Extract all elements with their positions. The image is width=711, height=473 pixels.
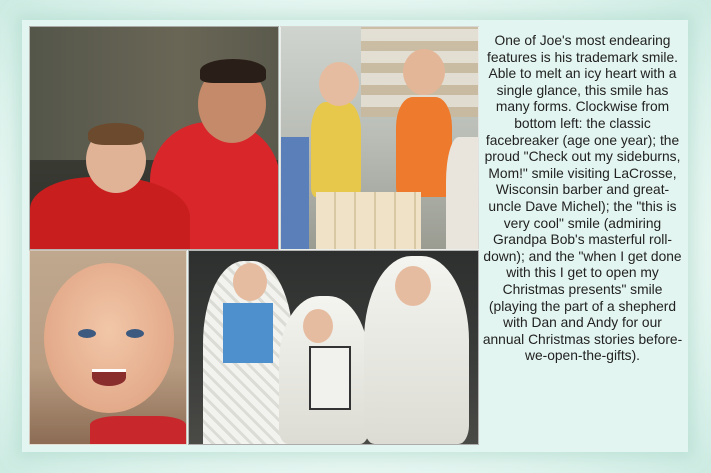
photo-building-blocks [280,26,479,250]
photo-baby-smile [29,250,187,445]
photo-christmas-shepherds [188,250,479,445]
photo-caption: One of Joe's most endearing features is his trademark smile. Able to melt an icy heart with a single glance, this smile has many forms. Clockwise from bottom left: the classic facebreaker (age one year); the proud "Check out my sideburns, Mom!" smile visiting LaCrosse, Wisconsin barber and great-uncle Dave Michel); the "this is very cool" smile (admiring Grandpa Bob's masterful roll-down); and the "when I get done with this I get to open my Christmas presents" smile (playing the part of a shepherd with Dan and Andy for our annual Christmas stories before-we-open-the-gifts). [482,33,683,364]
photo-barber-visit [29,26,279,250]
